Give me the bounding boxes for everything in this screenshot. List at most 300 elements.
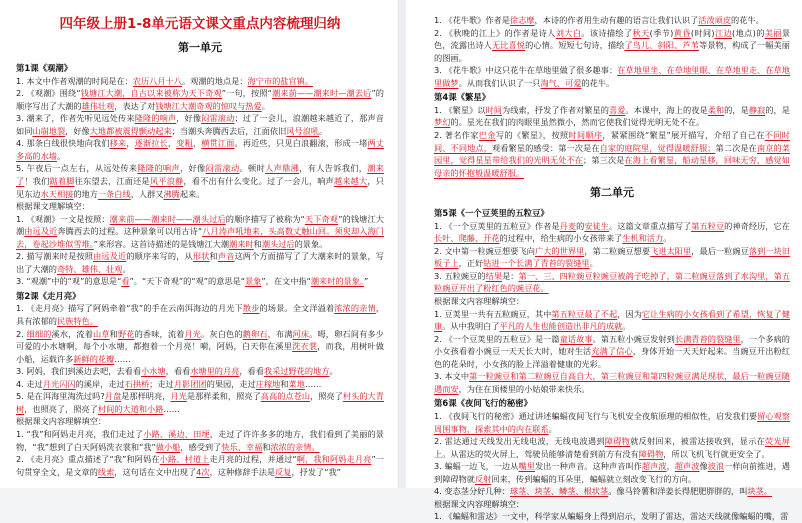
text-run: ，好像 bbox=[176, 113, 202, 124]
key-point-highlight: 钱塘江大潮，自古以来被称为天下奇观 bbox=[80, 88, 222, 99]
document-page-left bbox=[0, 0, 398, 488]
key-point-highlight: 做小船 bbox=[155, 441, 181, 452]
text-run: 2. 著名作家 bbox=[434, 129, 479, 140]
text-run: 2. 《一个豆荚里的五粒豆》是一篇 bbox=[434, 333, 560, 344]
key-point-highlight: 落到一块旧板子上 bbox=[434, 245, 790, 269]
key-point-highlight: 菜地 bbox=[288, 378, 305, 389]
paragraph bbox=[16, 453, 384, 478]
text-run: 往东望去，江面还是 bbox=[74, 175, 150, 186]
paragraph bbox=[16, 428, 384, 453]
text-run: 。从而我们认识了一只 bbox=[458, 77, 541, 88]
key-point-highlight: 隆隆的响声 bbox=[134, 113, 177, 124]
paragraph bbox=[434, 485, 790, 498]
key-point-highlight: 天下奇观 bbox=[304, 213, 339, 224]
key-point-highlight: 淘气、可爱 bbox=[540, 77, 582, 88]
key-point-highlight: 梦幻 bbox=[434, 117, 451, 128]
key-point-highlight: 障碍物 bbox=[604, 436, 631, 447]
text-run: 一样向前推进，遇到障碍物就 bbox=[434, 461, 790, 484]
text-run: ，紧紧围绕“繁星”展开描写，介绍了自己在 bbox=[602, 129, 765, 140]
text-run: 景色，流露出诗人 bbox=[434, 27, 791, 51]
key-point-highlight: 无比喜悦 bbox=[491, 40, 526, 51]
text-run: 1. 《观潮》一文是按照： bbox=[16, 213, 110, 224]
text-run: 的，是 bbox=[724, 104, 749, 115]
key-point-highlight: 徐志摩 bbox=[509, 15, 535, 25]
text-run: ， bbox=[192, 138, 202, 149]
key-point-highlight: 啊，我和阿妈走月亮 bbox=[296, 454, 372, 465]
paragraph bbox=[16, 250, 384, 275]
text-run: ，因为 bbox=[617, 308, 642, 319]
key-point-highlight: 逐渐拉长 bbox=[134, 138, 168, 149]
paragraph bbox=[434, 27, 790, 65]
key-point-highlight: 黄昏 bbox=[673, 27, 691, 38]
key-point-highlight: 时间顺序 bbox=[568, 129, 603, 140]
text-run: 1. 《繁星》以 bbox=[434, 104, 486, 115]
text-run: 1. 《走月亮》描写了阿妈牵着“我”的手在云南洱海边的月光下 bbox=[16, 303, 243, 314]
key-point-highlight: 山崩地裂 bbox=[32, 125, 66, 136]
paragraph bbox=[434, 510, 790, 523]
key-point-highlight: 民族特色。 bbox=[56, 316, 98, 327]
key-point-highlight: 长满青苔的裂缝里 bbox=[674, 333, 741, 344]
text-run: ，也照亮了，照亮了 bbox=[24, 403, 98, 414]
page-gutter bbox=[398, 0, 406, 488]
text-run: (地点)的 bbox=[732, 27, 765, 38]
paragraph bbox=[16, 328, 384, 366]
text-run: ，抒发了“我” bbox=[291, 466, 341, 477]
text-run: 3. 《花牛歌》中这只花牛在草地里做了很多趣事： bbox=[434, 65, 618, 76]
text-run: ”的顺序写出了大潮的 bbox=[16, 88, 384, 111]
paragraph bbox=[434, 460, 790, 485]
key-point-highlight: 细细的 bbox=[26, 328, 52, 339]
paragraph bbox=[434, 220, 790, 245]
key-point-highlight: 浓浓的亲情 bbox=[334, 303, 376, 314]
key-point-highlight: 月影团团 bbox=[173, 378, 207, 389]
text-run: ；第三次是 bbox=[583, 155, 625, 166]
key-point-highlight: 线索 bbox=[97, 466, 115, 477]
key-point-highlight: 闷雷滚动 bbox=[205, 163, 240, 174]
text-run: 1. 《蝙蝠和雷达》一文中，科学家从蝙蝠身上得到启示，发明了雷达，雷达天线就像蝙蝠的嘴，雷 bbox=[434, 511, 789, 522]
text-run: ，第二粒豌豆想要 bbox=[584, 245, 651, 256]
paragraph bbox=[434, 104, 790, 129]
text-run: 3. “观潮”中的“观”的意思是“ bbox=[16, 276, 122, 287]
key-point-highlight: 潮来时 bbox=[229, 238, 254, 249]
document-title: 四年级上册1-8单元语文课文重点内容梳理归纳 bbox=[59, 16, 341, 32]
unit-heading: 第二单元 bbox=[590, 186, 634, 200]
key-point-highlight: 美丽 bbox=[764, 27, 782, 38]
text-run: 4. 走过 bbox=[16, 378, 43, 389]
key-point-highlight: 高高的点苍山 bbox=[260, 391, 311, 402]
key-point-highlight: 一条白线 bbox=[97, 188, 131, 199]
key-point-highlight: 小水塘 bbox=[141, 366, 166, 377]
key-point-highlight: 小路、村道上 bbox=[159, 454, 210, 465]
key-point-highlight: 在海上看繁星，船动星移，回味无穷，感觉如母亲的怀抱般温暖舒服。 bbox=[434, 155, 790, 178]
key-point-highlight: 喜爱 bbox=[608, 104, 626, 115]
text-run: 1. 本文中作者观潮的时间是在： bbox=[16, 75, 133, 86]
key-point-highlight: 风号浪吼 bbox=[286, 125, 320, 136]
paragraph bbox=[434, 64, 790, 89]
text-run: 1. “我”和阿妈走月亮，我们走过了 bbox=[16, 428, 144, 439]
text-run: ！我们 bbox=[24, 175, 50, 186]
key-point-highlight: 越来越大 bbox=[333, 175, 368, 186]
text-run: 2. 描写潮来时是按照 bbox=[16, 251, 94, 262]
key-point-highlight: 我采过野花的地方 bbox=[263, 366, 330, 377]
text-run: 的花牛。 bbox=[581, 77, 615, 88]
text-run: 。 bbox=[329, 366, 338, 377]
text-run: ，本诗的作者用生动有趣的语言让我们认识了 bbox=[534, 15, 699, 25]
key-point-highlight: 超声波 bbox=[674, 461, 700, 472]
text-run: 的心情。短短七句诗，描绘 bbox=[525, 40, 625, 51]
text-run: 的香味，流着 bbox=[134, 328, 185, 339]
text-run: 。观潮的地点是： bbox=[182, 75, 248, 86]
text-run: ，有人告诉我们， bbox=[299, 163, 368, 174]
key-point-highlight: 横贯江面 bbox=[201, 138, 235, 149]
key-point-highlight: 山草 bbox=[93, 328, 110, 339]
text-run: 回来，传到蝙蝠的耳朵里，蝙蝠就立刻改变飞行的方向。 bbox=[491, 473, 697, 484]
text-run: 和 bbox=[262, 441, 271, 452]
key-point-highlight: 第一、三、四粒豌豆粒豌豆被鸽子吃掉了，第二粒豌豆落到了水沟里，第五粒豌豆开出了粉红色的豌豆花。 bbox=[434, 270, 790, 294]
text-run: 。该诗描绘了 bbox=[581, 27, 633, 38]
text-run: 和 bbox=[253, 238, 262, 249]
text-run: 的神奇经历，它在 bbox=[724, 220, 790, 231]
text-run: 1. 《一个豆荚里的五粒豆》作者是 bbox=[434, 220, 560, 231]
text-run: 是那样明亮， bbox=[121, 391, 171, 402]
text-run: 1. 《花牛歌》作者是 bbox=[434, 15, 510, 25]
text-run: 5. 午夜后一点左右，从远处传来 bbox=[16, 163, 138, 174]
text-run: ；过了一会儿，浪潮越来越近了，那声音如同 bbox=[16, 113, 384, 136]
key-point-highlight: 形状 bbox=[192, 251, 210, 262]
text-run: 。 bbox=[663, 233, 672, 244]
text-run: 的地方 bbox=[73, 188, 98, 199]
text-run: ，一个多病的小女孩看着小豌豆一天天长大时，她对生活 bbox=[434, 333, 790, 357]
text-run: ，看看 bbox=[165, 366, 191, 377]
paragraph bbox=[16, 137, 384, 162]
key-point-highlight: 障碍物 bbox=[638, 448, 664, 459]
key-point-highlight: 嘴里 bbox=[518, 461, 535, 472]
text-run: 。像马铃薯和洋姜长得肥肥胖胖的，叫 bbox=[608, 486, 748, 497]
key-point-highlight: 八月涛声吼地来，头高数丈触山回。须臾却入海门去，卷起沙堆似雪堆。 bbox=[16, 226, 384, 249]
text-run: 的溪岸，走过 bbox=[75, 378, 125, 389]
text-run: ，走过了许许多多的地方，我们看到了美丽的景物，“我”想到了白天阿妈洗衣裳和“我” bbox=[16, 428, 384, 452]
key-point-highlight: 活泼顽皮 bbox=[698, 15, 732, 25]
key-point-highlight: 沸腾 bbox=[163, 188, 180, 199]
paragraph bbox=[16, 275, 384, 288]
text-run: ，所以飞机飞行就更安全了。 bbox=[663, 448, 770, 459]
key-point-highlight: 第五粒豆最了不起 bbox=[551, 308, 618, 319]
key-point-highlight: 潮来前——潮来时—潮去后 bbox=[271, 88, 372, 99]
text-run: 。 bbox=[548, 423, 557, 434]
paragraph bbox=[434, 333, 790, 371]
key-point-highlight: 潮头过后 bbox=[261, 238, 295, 249]
text-run: ， bbox=[126, 138, 135, 149]
paragraph bbox=[16, 302, 384, 327]
text-run: 3. 潮来了，作者先听见远处传来 bbox=[16, 113, 135, 124]
text-run: ，照亮了 bbox=[310, 391, 343, 402]
paragraph bbox=[16, 75, 384, 88]
lesson-heading: 第1课《观潮》 bbox=[16, 63, 73, 73]
key-point-highlight: 安徒生 bbox=[584, 220, 609, 231]
text-run: 像 bbox=[699, 461, 708, 472]
document-page-right bbox=[406, 0, 802, 522]
paragraph bbox=[434, 308, 790, 333]
key-point-highlight: 留心观察周围事物，探索其中的内在联系 bbox=[434, 411, 790, 434]
key-point-highlight: 风平浪静 bbox=[149, 175, 184, 186]
text-run: 和 bbox=[209, 251, 218, 262]
key-point-highlight: 新鲜的花瓣 bbox=[73, 353, 115, 364]
text-run: 。灰白色的 bbox=[201, 328, 243, 339]
key-point-highlight: 景象 bbox=[245, 276, 262, 287]
text-run: ，好像 bbox=[179, 163, 206, 174]
key-point-highlight: 村间的大道和小路 bbox=[97, 403, 164, 414]
key-point-highlight: 不同时间、不同地点， bbox=[434, 129, 790, 153]
text-run: 。本课中，海上的夜是 bbox=[625, 104, 708, 115]
text-run: ，看不出有什么变化。过了一会儿，响声 bbox=[183, 175, 334, 186]
text-run: ” bbox=[364, 276, 369, 287]
text-run: ，人群又 bbox=[130, 188, 164, 199]
key-point-highlight: 村头的大青树 bbox=[16, 391, 384, 414]
key-point-highlight: 月光闪闪 bbox=[42, 378, 76, 389]
key-point-highlight: 隆隆的响声 bbox=[137, 163, 180, 174]
text-run: (时间) bbox=[690, 27, 715, 38]
text-run: 奔腾西去的过程。这种景象可以用古诗“ bbox=[57, 226, 203, 237]
text-run: ，看看 bbox=[239, 366, 264, 377]
exercise-heading: 根据课文理解填空： bbox=[16, 201, 90, 212]
key-point-highlight: 庄稼地 bbox=[255, 378, 281, 389]
text-run: ，具有浓郁的 bbox=[16, 303, 384, 327]
text-run: ”来形容。这首诗描述的是钱塘江大潮 bbox=[93, 238, 230, 249]
key-point-highlight: 充满了信心 bbox=[591, 346, 633, 357]
key-point-highlight: 水天相接 bbox=[40, 188, 74, 199]
text-run: 。 bbox=[589, 258, 598, 269]
key-point-highlight: 第五粒豆 bbox=[691, 220, 725, 231]
text-run: ；走过 bbox=[149, 378, 174, 389]
text-run: 。呣，卵石间有多少可爱的小水塘啊，每个小水塘，都抱着一个月亮！嗬，阿妈，白天你在溪里 bbox=[16, 328, 384, 352]
text-run: 就反射回来，被雷达接收到，显示在 bbox=[630, 436, 765, 447]
text-run: 和 bbox=[280, 378, 289, 389]
text-run: 的花牛。 bbox=[731, 15, 764, 25]
lesson-heading: 第6课《夜间飞行的秘密》 bbox=[434, 398, 532, 409]
key-point-highlight: 闷雷滚动 bbox=[201, 113, 235, 124]
text-run: 等景物，构成了一幅美丽的图画。 bbox=[434, 40, 790, 63]
text-run: 1. 豆荚里一共有五粒豌豆，其中 bbox=[434, 308, 552, 319]
key-point-highlight: 两丈多高的水墙 bbox=[16, 138, 384, 161]
text-run: 2. 《走月亮》重点描述了“我”和阿妈在 bbox=[16, 454, 160, 465]
text-run: 第二次是在 bbox=[715, 142, 757, 153]
text-run: 3. 蝙蝠一边飞，一边从 bbox=[434, 461, 519, 472]
paragraph bbox=[434, 129, 790, 179]
text-run: 。 bbox=[319, 125, 328, 136]
right-page-content bbox=[434, 14, 790, 523]
key-point-highlight: 生机和活力 bbox=[622, 233, 664, 244]
text-run: 2. 《观潮》围绕“ bbox=[16, 88, 81, 99]
key-point-highlight: 4次 bbox=[196, 466, 210, 477]
key-point-highlight: 农历八月十八 bbox=[132, 75, 182, 86]
text-run: ”一句，按照“ bbox=[221, 88, 272, 99]
text-run: 3. 阿妈，我们到溪边去吧，去看看 bbox=[16, 366, 142, 377]
text-run: 。 bbox=[261, 100, 270, 111]
text-run: 。 bbox=[56, 150, 66, 161]
text-run: ，好像 bbox=[65, 125, 90, 136]
text-run: ”一句贯穿全文，是文章的 bbox=[16, 454, 384, 477]
text-run: 的顺序描写了被称为“ bbox=[225, 213, 305, 224]
key-point-highlight: 潮来了 bbox=[16, 163, 384, 186]
key-point-highlight: 长叶、爬藤、开花 bbox=[434, 233, 500, 244]
text-run: 这两个方面描写了了大潮来时的景象，写出了大潮的 bbox=[16, 251, 384, 274]
lesson-heading: 第5课《一个豆荚里的五粒豆》 bbox=[434, 208, 549, 219]
key-point-highlight: 丹麦 bbox=[559, 220, 577, 231]
paragraph bbox=[434, 370, 790, 395]
key-point-highlight: 奇特、雄伟、壮观 bbox=[56, 263, 123, 274]
text-run: 的景象。 bbox=[294, 238, 328, 249]
text-run: 的。星光在我们的肉眼里虽然微小，然而它使我们觉得光明无处不在。 bbox=[450, 117, 705, 128]
text-run: 。从中我明白了 bbox=[442, 321, 500, 332]
paragraph bbox=[16, 213, 384, 251]
key-point-highlight: 由远及近 bbox=[24, 226, 58, 237]
text-run: 为线索，抒发了作者对繁星的 bbox=[502, 104, 609, 115]
key-point-highlight: 波浪 bbox=[707, 461, 725, 472]
lesson-heading: 第2课《走月亮》 bbox=[16, 290, 81, 301]
lesson-heading: 第4课《繁星》 bbox=[434, 92, 491, 103]
text-run: (季节) bbox=[649, 27, 674, 38]
text-run: 2. 雷达通过天线发出无线电波，无线电波遇到 bbox=[434, 436, 605, 447]
key-point-highlight: 自家的庭院里，觉得温暖舒服； bbox=[599, 142, 716, 153]
key-point-highlight: 飞进太阳里 bbox=[650, 245, 692, 256]
key-point-highlight: 看 bbox=[121, 276, 130, 287]
text-run: ，这句话在文中出现了 bbox=[114, 466, 197, 477]
text-run: 5. 是在洱海里淘洗过吗? bbox=[16, 391, 105, 402]
text-run: ；当潮头奔腾西去后，江面依旧 bbox=[171, 125, 287, 136]
key-point-highlight: 块茎。 bbox=[747, 486, 772, 497]
text-run: ，身体开始一天天好起来。当豌豆开出粉红色的花朵时，小女孩的脸上洋溢着健康的光彩。 bbox=[434, 346, 790, 369]
text-run: ， bbox=[666, 461, 675, 472]
text-run: 2. 文中第一粒豌豆想要飞向 bbox=[434, 245, 535, 256]
key-point-highlight: 反复 bbox=[275, 466, 292, 477]
key-point-highlight: 钻进一个长满了青苔的裂缝里 bbox=[483, 258, 590, 269]
key-point-highlight: 月光 bbox=[184, 328, 202, 339]
text-run: ，为住在顶楼里的小姑娘带来快乐。 bbox=[458, 383, 590, 394]
text-run: 2. bbox=[16, 328, 27, 339]
key-point-highlight: 结果 bbox=[485, 270, 503, 281]
text-run: ，而我，用树叶做小船，运载许多 bbox=[16, 341, 384, 364]
text-run: …… bbox=[304, 378, 322, 389]
exercise-heading: 根据课文内容理解填空： bbox=[16, 416, 107, 427]
text-run: 上。从雷达的荧火屏上，驾驶员能够清楚看到前方有没有 bbox=[434, 448, 639, 459]
text-run: 是那样柔和，照亮了 bbox=[186, 391, 261, 402]
text-run: 。第五粒小豌豆发射到 bbox=[592, 333, 675, 344]
key-point-highlight: 快乐、幸福 bbox=[221, 441, 263, 452]
text-run: 写的《繁星》，按照 bbox=[495, 129, 569, 140]
key-point-highlight: 移来 bbox=[109, 138, 127, 149]
text-run: 溪水，流着 bbox=[51, 328, 94, 339]
key-point-highlight: 时间 bbox=[485, 104, 503, 115]
key-point-highlight: 小路、溪边、田埂 bbox=[143, 428, 210, 439]
text-run: 。顿时 bbox=[239, 163, 266, 174]
paragraph bbox=[434, 14, 790, 27]
key-point-highlight: 变粗 bbox=[176, 138, 193, 149]
text-run: 。 bbox=[622, 321, 631, 332]
key-point-highlight: 声音 bbox=[217, 251, 235, 262]
key-point-highlight: 潮来前——潮来时——潮头过后 bbox=[109, 213, 226, 224]
key-point-highlight: 平凡的人生也能创造出非凡的成就 bbox=[499, 321, 623, 332]
paragraph bbox=[434, 245, 790, 270]
text-run: 2. 《秋晚的江上》的作者是诗人 bbox=[434, 27, 556, 38]
key-point-highlight: 荧光屏 bbox=[764, 436, 790, 447]
paragraph bbox=[434, 270, 790, 295]
key-point-highlight: 由远及近 bbox=[93, 251, 127, 262]
key-point-highlight: 水塘里的月亮 bbox=[190, 366, 240, 377]
key-point-highlight: 石拱桥 bbox=[124, 378, 150, 389]
key-point-highlight: 野花 bbox=[117, 328, 135, 339]
key-point-highlight: 了鸟儿、斜阳、芦苇 bbox=[624, 40, 699, 51]
paragraph bbox=[16, 365, 384, 378]
key-point-highlight: 在草地里坐、在草地里眠、在草地里走、在草地里做梦 bbox=[434, 65, 790, 88]
text-run: ”。“天下奇观”的“观”的意思是“ bbox=[129, 276, 246, 287]
key-point-highlight: 踮着脚 bbox=[49, 175, 75, 186]
key-point-highlight: 鹅卵石 bbox=[242, 328, 268, 339]
key-point-highlight: 柔和 bbox=[707, 104, 725, 115]
text-run: 1. 《夜间飞行的秘密》通过讲述蝙蝠夜间飞行与飞机安全夜航原理的相似性，启发我们要 bbox=[434, 411, 758, 421]
exercise-heading: 根据课文内容理解填空： bbox=[434, 498, 525, 509]
text-run: 观看繁星的感受：第一次是在 bbox=[491, 142, 600, 153]
paragraph bbox=[16, 112, 384, 137]
key-point-highlight: 散步 bbox=[242, 303, 260, 314]
text-run: ，感受到了 bbox=[180, 441, 222, 452]
text-run: 。 bbox=[122, 263, 131, 274]
text-run: ，最后一粒豌豆 bbox=[691, 245, 749, 256]
paragraph bbox=[16, 162, 384, 200]
key-point-highlight: 潮来时的景象。 bbox=[310, 276, 365, 287]
key-point-highlight: 球茎、块茎、鳞茎、根状茎 bbox=[509, 486, 609, 497]
key-point-highlight: 秋天 bbox=[632, 27, 650, 38]
key-point-highlight: 广大的世界里 bbox=[534, 245, 585, 256]
text-run: ”的钱塘江大潮 bbox=[16, 213, 384, 237]
text-run: 4. 变态茎分好几种： bbox=[434, 486, 510, 497]
text-run: 的过程中，给生病的小女孩带来了 bbox=[499, 233, 623, 244]
text-run: ，正好 bbox=[458, 258, 484, 269]
text-run: ”，在文中指“ bbox=[261, 276, 311, 287]
key-point-highlight: 洗衣裳 bbox=[292, 341, 318, 352]
text-run: 。再近些，只见白浪翻滚，形成一堵 bbox=[234, 138, 368, 149]
key-point-highlight: 反射 bbox=[474, 473, 492, 484]
text-run: 的场景。全文洋溢着 bbox=[259, 303, 335, 314]
key-point-highlight: 童话故事 bbox=[559, 333, 593, 344]
text-run: 的顺序来写的，从 bbox=[126, 251, 193, 262]
paragraph bbox=[16, 390, 384, 415]
text-run: ，布满 bbox=[267, 328, 293, 339]
text-run: 3. 五粒豌豆的 bbox=[434, 270, 486, 281]
key-point-highlight: 海宁市的盐官镇。 bbox=[247, 75, 314, 86]
text-run: 和 bbox=[109, 328, 118, 339]
text-run: 走月亮的过程，并通过“ bbox=[209, 454, 297, 465]
key-point-highlight: 人声鼎沸 bbox=[265, 163, 300, 174]
text-run: 3. 本文中 bbox=[434, 371, 470, 382]
key-point-highlight: 钱塘江大潮奇观的惊叹与热爱 bbox=[155, 100, 262, 111]
key-point-highlight: 它让生病的小女孩看到了希望，恢复了健康 bbox=[434, 308, 790, 332]
key-point-highlight: 河床 bbox=[292, 328, 310, 339]
key-point-highlight: 雄伟壮观 bbox=[81, 100, 115, 111]
text-run: 发出一种声音。这种声音叫作 bbox=[534, 461, 642, 472]
key-point-highlight: 月盘 bbox=[104, 391, 122, 402]
key-point-highlight: 静寂 bbox=[748, 104, 766, 115]
text-run: 的 bbox=[576, 220, 585, 231]
key-point-highlight: 超声波 bbox=[641, 461, 667, 472]
text-run: ，表达了对 bbox=[114, 100, 156, 111]
unit-heading: 第一单元 bbox=[178, 41, 222, 54]
key-point-highlight: 大地都被震得颤动起来 bbox=[89, 125, 172, 136]
paragraph bbox=[16, 378, 384, 391]
paragraph bbox=[434, 410, 790, 435]
key-point-highlight: 月光 bbox=[170, 391, 187, 402]
text-run: 的果园，走过 bbox=[206, 378, 256, 389]
text-run: ，这种修辞手法是 bbox=[209, 466, 276, 477]
